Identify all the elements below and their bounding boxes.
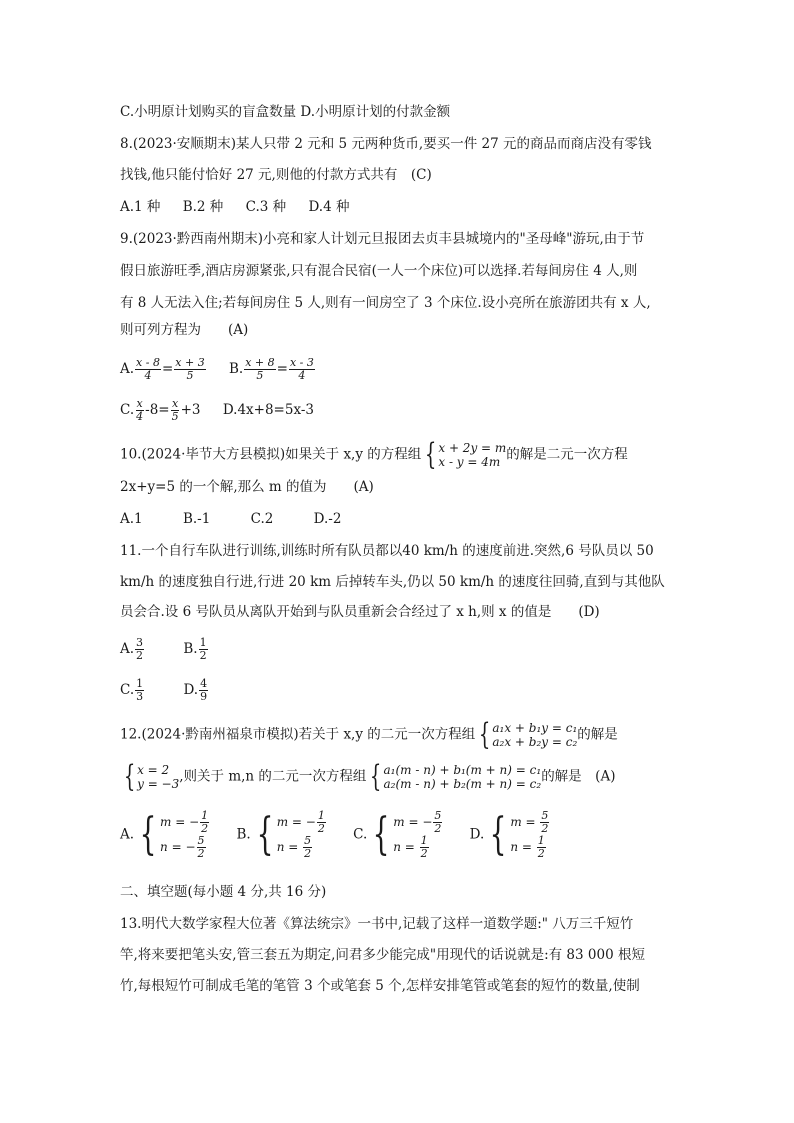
- section-2-heading: 二、填空题(每小题 4 分,共 16 分): [120, 884, 327, 900]
- option-a: A. $\frac{x - 8}{4}$ = $\frac{x + 3}{5}$: [120, 356, 205, 382]
- question-9-line-3: 有 8 人无法入住;若每间房住 5 人,则有一间房空了 3 个床位.设小亮所在旅游团共有 x 人,: [120, 295, 651, 311]
- question-10-line-2: 2x+y=5 的一个解,那么 m 的值为 (A): [120, 479, 374, 495]
- question-9-options-cd: [120, 398, 332, 423]
- question-9-options-ab: [120, 357, 334, 382]
- question-11-line-2: km/h 的速度独自行进,行进 20 km 后掉转车头,仍以 50 km/h 的速度往回骑,直到与其他队: [120, 574, 665, 590]
- option-b: B. { m = − $\frac{1}{2}$ n = $\frac{5}{2}$: [236, 809, 325, 860]
- option-d: D.4x+8=5x-3: [222, 402, 314, 418]
- question-13-line-3: 竹,每根短竹可制成毛笔的笔管 3 个或笔套 5 个,怎样安排笔管或笔套的短竹的数量,使制: [120, 978, 640, 994]
- question-8-line-2: 找钱,他只能付恰好 27 元,则他的付款方式共有 (C): [120, 167, 432, 183]
- question-12-line-1: 12.(2024·黔南州福泉市模拟)若关于 x,y 的二元一次方程组 { a₁x + b₁y = c₁ a₂x + b₂y = c₂ 的解是: [120, 717, 618, 752]
- option-a: A.1 种: [120, 199, 161, 215]
- question-13-line-1: 13.明代大数学家程大位著《算法统宗》一书中,记载了这样一道数学题:" 八万三千短竹: [120, 916, 634, 932]
- question-12-line-2: { x = 2 y = −3 ,则关于 m,n 的二元一次方程组 { a₁(m - n) + b₁(m + n) = c₁ a₂(m - n) + b₂(m + n) = c₂ 的解是 (A): [120, 762, 615, 792]
- question-10-line-1: 10.(2024·毕节大方县模拟)如果关于 x,y 的方程组 { x + 2y = m x - y = 4m 的解是二元一次方程: [120, 437, 628, 472]
- question-10-options: [120, 510, 359, 528]
- question-11-options-ab: [120, 637, 227, 662]
- question-8-options: [120, 198, 367, 216]
- question-9-line-4: 则可列方程为 (A): [120, 322, 249, 338]
- question-12-options: [120, 810, 568, 860]
- option-a: A.1: [120, 511, 143, 527]
- question-9-line-1: 9.(2023·黔西南州期末)小亮和家人计划元旦报团去贞丰县城境内的"圣母峰"游玩,由于节: [120, 231, 645, 247]
- option-d: D. $\frac{4}{9}$: [183, 677, 208, 703]
- option-line-cd: C.小明原计划购买的盲盒数量 D.小明原计划的付款金额: [120, 104, 451, 120]
- question-11-options-cd: [120, 678, 227, 703]
- option-a: A. $\frac{3}{2}$: [120, 636, 144, 662]
- equation-system-2: { a₁(m - n) + b₁(m + n) = c₁ a₂(m - n) + b₂(m + n) = c₂: [370, 759, 542, 794]
- option-d: D.4 种: [308, 199, 350, 215]
- option-c: C.2: [250, 511, 274, 527]
- option-b: B.-1: [182, 511, 211, 527]
- equation-system: { x + 2y = m x - y = 4m: [425, 437, 507, 472]
- question-11-line-1: 11.一个自行车队进行训练,训练时所有队员都以40 km/h 的速度前进.突然,6 号队员以 50: [120, 543, 654, 559]
- question-9-line-2: 假日旅游旺季,酒店房源紧张,只有混合民宿(一人一个床位)可以选择.若每间房住 4 人,则: [120, 263, 638, 279]
- option-c: C. { m = − $\frac{5}{2}$ n = $\frac{1}{2}$: [353, 809, 442, 860]
- option-b: B.2 种: [182, 199, 224, 215]
- option-a: A. { m = − $\frac{1}{2}$ n = − $\frac{5}{2}$: [120, 809, 209, 860]
- option-b: B. $\frac{1}{2}$: [183, 636, 207, 662]
- equation-system-1: { a₁x + b₁y = c₁ a₂x + b₂y = c₂: [479, 717, 578, 752]
- question-8-line-1: 8.(2023·安顺期末)某人只带 2 元和 5 元两种货币,要买一件 27 元的商品而商店没有零钱: [120, 136, 652, 152]
- option-b: B. $\frac{x + 8}{5}$ = $\frac{x - 3}{4}$: [229, 356, 314, 382]
- option-c: C. $\frac{1}{3}$: [120, 677, 144, 703]
- option-d: D.-2: [313, 511, 342, 527]
- option-c: C. $\frac{x}{4}$ -8= $\frac{x}{5}$ +3: [120, 397, 201, 423]
- option-c: C.3 种: [245, 199, 287, 215]
- solution-system: { x = 2 y = −3: [123, 759, 180, 794]
- question-11-line-3: 员会合.设 6 号队员从离队开始到与队员重新会合经过了 x h,则 x 的值是 (D): [120, 604, 600, 620]
- question-13-line-2: 竿,将来要把笔头安,管三套五为期定,问君多少能完成"用现代的话说就是:有 83 000 根短: [120, 947, 645, 963]
- option-d: D. { m = $\frac{5}{2}$ n = $\frac{1}{2}$: [469, 809, 549, 860]
